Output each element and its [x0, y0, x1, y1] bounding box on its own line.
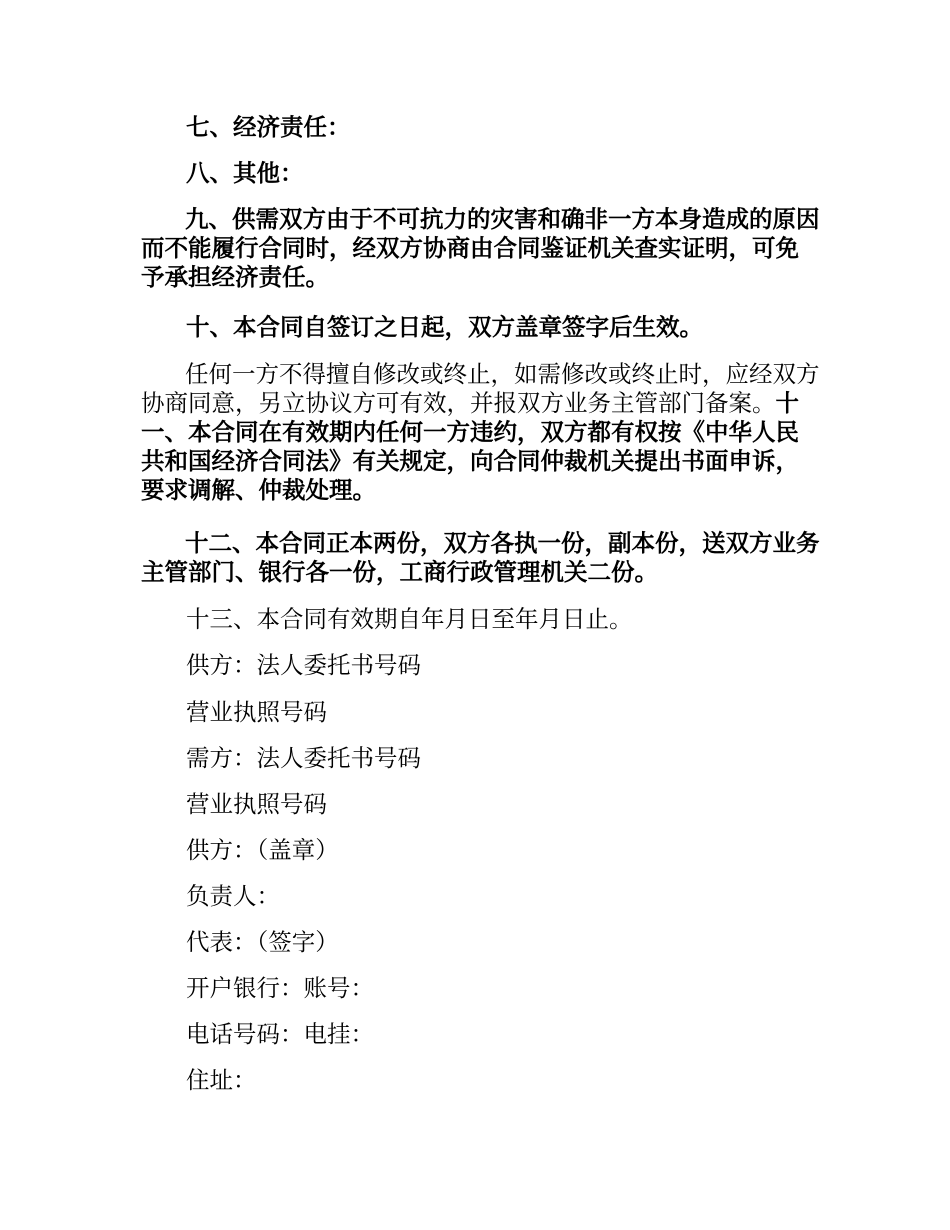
buyer-authorization-number: 需方：法人委托书号码: [186, 744, 421, 772]
section-10-heading: 十、本合同自签订之日起，双方盖章签字后生效。: [186, 313, 703, 341]
section-10-continuation: 任何一方不得擅自修改或终止，如需修改或终止时，应经双方协商同意，另立协议方可有效，并报双方业务主管部门备案。: [141, 360, 820, 417]
section-8-heading: 八、其他：: [186, 159, 304, 187]
section-9-paragraph: [141, 205, 821, 292]
buyer-license-number: 营业执照号码: [186, 790, 327, 818]
section-7-heading: 七、经济责任：: [186, 113, 351, 141]
bank-account: 开户银行：账号：: [186, 974, 374, 1002]
section-11-text: 十一、本合同在有效期内任何一方违约，双方都有权按《中华人民共和国经济合同法》有关规定，向合同仲裁机关提出书面申诉，要求调解、仲裁处理。: [141, 389, 799, 504]
section-9-text: 九、供需双方由于不可抗力的灾害和确非一方本身造成的原因而不能履行合同时，经双方协商由合同鉴证机关查实证明，可免予承担经济责任。: [141, 205, 820, 291]
address: 住址：: [186, 1066, 257, 1094]
section-12-paragraph: [141, 529, 821, 587]
phone-telegraph: 电话号码：电挂：: [186, 1020, 374, 1048]
person-in-charge: 负责人：: [186, 882, 280, 910]
supplier-authorization-number: 供方：法人委托书号码: [186, 651, 421, 679]
section-12-text: 十二、本合同正本两份，双方各执一份，副本份，送双方业务主管部门、银行各一份，工商行政管理机关二份。: [141, 529, 820, 586]
representative-signature: 代表：（签字）: [186, 928, 339, 956]
supplier-seal: 供方：（盖章）: [186, 836, 339, 864]
section-10-11-paragraph: [141, 360, 821, 505]
section-13-text: 十三、本合同有效期自年月日至年月日止。: [186, 605, 633, 633]
supplier-license-number: 营业执照号码: [186, 698, 327, 726]
